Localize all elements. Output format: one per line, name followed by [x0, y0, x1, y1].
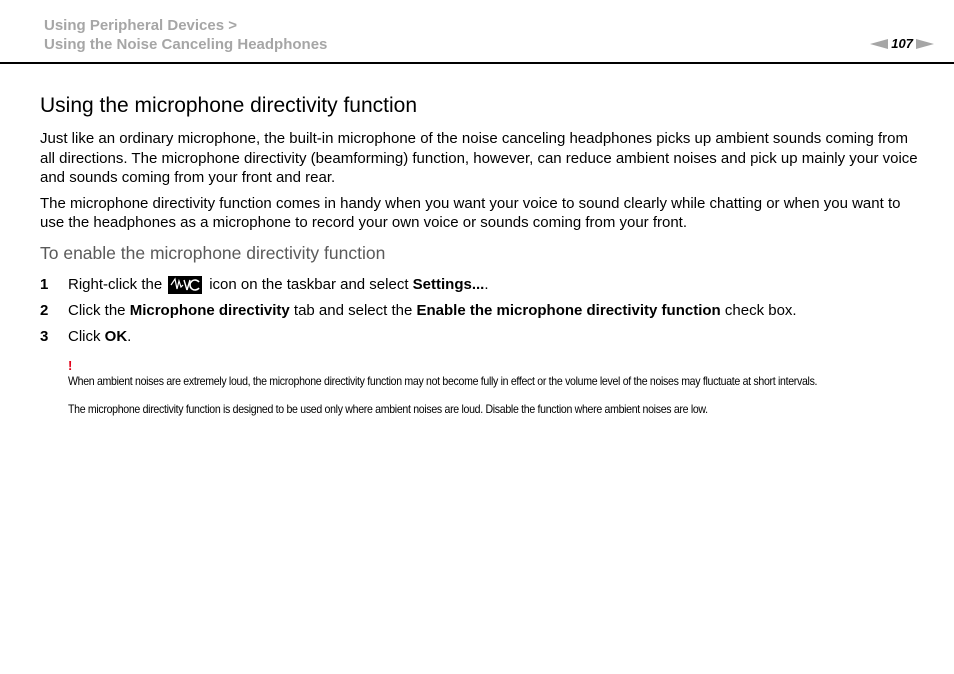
step-text-part: .: [484, 275, 489, 293]
step-text: [68, 327, 131, 347]
breadcrumb-current: Using the Noise Canceling Headphones: [44, 36, 328, 53]
step-number: 2: [40, 301, 49, 319]
step-text: [68, 301, 797, 321]
usage-paragraph: The microphone directivity function comes in handy when you want your voice to sound clearly while chatting or when you want to use the headphones as a microphone to record your own voice or sounds coming from your front.: [40, 194, 901, 231]
step-text-part: Click the: [68, 301, 126, 319]
step-text-part: Click: [68, 327, 101, 345]
note-item: The microphone directivity function is designed to be used only where ambient noises are loud. Disable the function where ambient noises are low.: [68, 402, 708, 416]
section-title: Using the microphone directivity function: [40, 94, 418, 117]
noise-canceling-taskbar-icon: [168, 276, 202, 294]
step-number: 1: [40, 275, 49, 293]
tab-name-label: Microphone directivity: [129, 301, 290, 319]
arrow-left-icon[interactable]: [870, 39, 888, 49]
notes-section: [68, 360, 920, 418]
step-text-part: tab and select the: [293, 301, 413, 319]
step-text-part: check box.: [724, 301, 797, 319]
procedure-title: To enable the microphone directivity function: [40, 242, 386, 263]
settings-menu-label: Settings...: [412, 275, 485, 293]
page-navigation: [870, 36, 934, 51]
step-number: 3: [40, 327, 49, 345]
ok-button-label: OK: [104, 327, 128, 345]
page-number: 107: [891, 36, 913, 51]
arrow-right-icon[interactable]: [916, 39, 934, 49]
checkbox-name-label: Enable the microphone directivity function: [416, 301, 721, 319]
step-text: [68, 275, 489, 295]
step-item: [40, 275, 920, 295]
warning-icon: !: [68, 358, 73, 373]
step-text-part: .: [127, 327, 132, 345]
main-content: [40, 92, 920, 428]
steps-list: [40, 275, 920, 347]
step-text-part: Right-click the: [68, 275, 163, 293]
intro-paragraph: Just like an ordinary microphone, the built-in microphone of the noise canceling headphones picks up ambient sounds coming from all directions. The microphone directivity (beamforming) function, however, can reduce ambient noises and pick up mainly your voice and sounds coming from your front and rear.: [40, 130, 918, 186]
step-text-part: icon on the taskbar and select: [209, 275, 409, 293]
header-divider: [0, 62, 954, 64]
breadcrumb: [44, 16, 327, 54]
step-item: [40, 327, 920, 347]
note-item: When ambient noises are extremely loud, the microphone directivity function may not become fully in effect or the volume level of the noises may fluctuate at short intervals.: [68, 374, 818, 388]
step-item: [40, 301, 920, 321]
breadcrumb-parent: Using Peripheral Devices >: [44, 17, 238, 34]
